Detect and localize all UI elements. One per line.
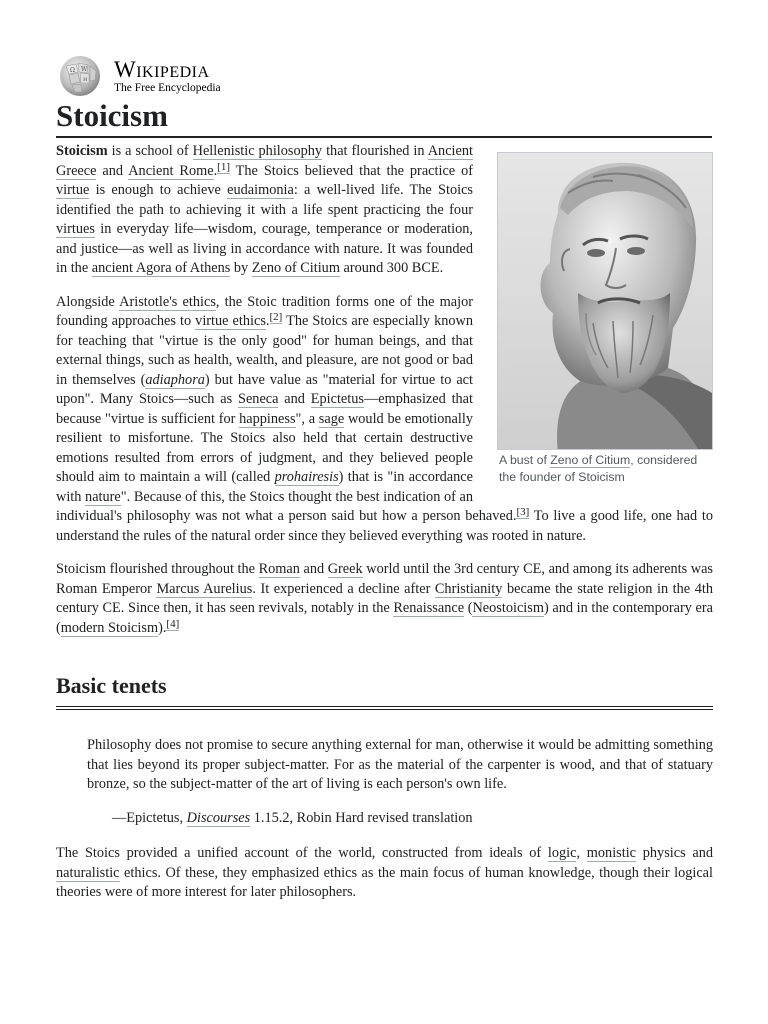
ref-2[interactable]: [2] — [269, 311, 283, 323]
site-name: Wikipedia — [114, 56, 210, 82]
link-seneca[interactable]: Seneca — [238, 391, 279, 407]
link-ancient-rome[interactable]: Ancient Rome — [128, 162, 214, 179]
text: ( — [464, 600, 473, 616]
text: 1.15.2, Robin Hard revised translation — [250, 809, 473, 826]
text: and — [96, 162, 129, 179]
text: —Epictetus, — [112, 809, 187, 826]
ref-3[interactable]: [3] — [516, 506, 530, 518]
text: The Stoics are especially known for teaching that "virtue is the only good" for human beings, and that external things, such as health, wealth, and pleasure, are not good or bad in themselves ( — [56, 313, 473, 388]
tenets-paragraph-1 — [56, 844, 713, 903]
link-virtues[interactable]: virtues — [56, 221, 95, 237]
ref-4[interactable]: [4] — [166, 617, 180, 630]
zeno-bust-image[interactable] — [497, 152, 713, 450]
text: . — [265, 313, 270, 329]
text: , — [576, 845, 587, 861]
text: . It experienced a decline after — [252, 580, 435, 597]
text: Stoicism flourished throughout the — [56, 561, 259, 577]
svg-text:И: И — [83, 77, 88, 83]
wikipedia-wordmark[interactable] — [114, 58, 221, 95]
link-prohairesis[interactable]: prohairesis — [274, 469, 339, 485]
link-epictetus[interactable]: Epictetus — [310, 391, 364, 407]
infobox-figure — [497, 152, 713, 486]
link-logic[interactable]: logic — [547, 845, 577, 861]
link-aristotles-ethics[interactable]: Aristotle's ethics — [119, 293, 216, 310]
svg-text:W: W — [81, 66, 88, 73]
text: . — [213, 162, 218, 179]
text: , the Stoic tradition forms one of the major founding approaches to — [56, 293, 473, 329]
caption-link-zeno[interactable]: Zeno of Citium — [550, 453, 631, 467]
link-zeno-of-citium[interactable]: Zeno of Citium — [251, 260, 340, 276]
link-neostoicism[interactable]: Neostoicism — [472, 600, 544, 616]
quote-attribution — [112, 809, 713, 829]
text: ethics. Of these, they emphasized ethics as the main focus of human knowledge, though their logical theories were of more interest for later philosophers. — [56, 864, 713, 900]
image-caption — [497, 450, 713, 486]
link-ancient-greece[interactable]: Ancient Greece — [56, 143, 473, 179]
link-hellenistic-philosophy[interactable]: Hellenistic philosophy — [192, 143, 323, 159]
site-tagline: The Free Encyclopedia — [114, 81, 221, 94]
text: would be emotionally resilient to misfortune. The Stoics also held that certain destructive emotions resulted from errors of judgment, and they believed people should aim to maintain a will (called — [56, 410, 473, 485]
wikipedia-globe-icon[interactable] — [56, 54, 104, 98]
intro-paragraph-3 — [56, 560, 713, 638]
text: The Stoics believed that the practice of — [229, 162, 473, 179]
link-roman[interactable]: Roman — [258, 561, 300, 577]
link-eudaimonia[interactable]: eudaimonia — [227, 182, 294, 198]
link-nature[interactable]: nature — [85, 488, 121, 505]
text: ) that is "in accordance with — [56, 469, 473, 505]
text: is enough to achieve — [89, 182, 228, 198]
link-naturalistic[interactable]: naturalistic — [56, 864, 120, 881]
text: ). — [158, 619, 167, 636]
text: is a school of — [107, 143, 193, 159]
page-title: Stoicism — [56, 96, 712, 138]
link-adiaphora[interactable]: adiaphora — [145, 371, 205, 388]
text: world until the 3rd century CE, and among its adherents was Roman Emperor — [56, 561, 713, 597]
epictetus-quote — [87, 736, 713, 795]
link-monistic[interactable]: monistic — [586, 845, 637, 861]
text: and — [299, 561, 328, 577]
text: Alongside — [56, 293, 120, 310]
text: in everyday life—wisdom, courage, temperance or moderation, and justice—as well as living in accordance with nature. It was founded in the — [56, 221, 473, 276]
text: that flourished in — [322, 143, 428, 159]
link-marcus-aurelius[interactable]: Marcus Aurelius — [156, 580, 253, 597]
svg-text:Ω: Ω — [70, 67, 75, 74]
text: To live a good life, one had to understand the rules of the natural order since they believed everything was rooted in nature. — [56, 508, 713, 544]
caption-text-end: , considered the founder of Stoicism — [499, 453, 698, 484]
text: : a well-lived life. The Stoics identified the path to achieving it with a life spent practicing the four — [56, 182, 473, 218]
link-sage[interactable]: sage — [318, 410, 345, 427]
link-happiness[interactable]: happiness — [239, 410, 296, 427]
text: by — [230, 260, 252, 276]
text: ) but have value as "material for virtue to act upon". Many Stoics—such as — [56, 371, 473, 407]
text: ", a — [295, 410, 319, 427]
link-agora-of-athens[interactable]: ancient Agora of Athens — [91, 260, 231, 276]
site-header[interactable] — [56, 54, 221, 98]
quote-text: Philosophy does not promise to secure anything external for man, otherwise it would be admitting something that lies beyond its proper subject-matter. For as the material of the carpenter is wood, and that of statuary bronze, so the subject-matter of the art of living is each person's own life. — [87, 737, 713, 792]
link-christianity[interactable]: Christianity — [434, 580, 503, 597]
article-body — [56, 142, 713, 917]
caption-text: A bust of — [499, 453, 551, 467]
text: The Stoics provided a unified account of the world, constructed from ideals of — [56, 845, 548, 861]
text: around 300 BCE. — [339, 260, 444, 276]
link-modern-stoicism[interactable]: modern Stoicism — [60, 619, 159, 636]
text: ". Because of this, the Stoics thought the best indication of an individual's philosophy was not what a person said but how a person behaved. — [56, 488, 517, 524]
link-renaissance[interactable]: Renaissance — [393, 600, 465, 616]
text: physics and — [636, 845, 713, 861]
link-virtue-ethics[interactable]: virtue ethics — [195, 313, 266, 329]
bold-term: Stoicism — [56, 143, 108, 159]
text: —emphasized that because "virtue is sufficient for — [56, 391, 474, 427]
section-heading-basic-tenets: Basic tenets — [56, 672, 713, 710]
link-virtue[interactable]: virtue — [56, 182, 90, 198]
ref-1[interactable]: [1] — [217, 160, 230, 173]
link-greek[interactable]: Greek — [327, 561, 363, 577]
text: and — [278, 391, 311, 407]
link-discourses[interactable]: Discourses — [186, 809, 251, 826]
text: ) and in the contemporary era ( — [56, 600, 713, 636]
text: became the state religion in the 4th century CE. Since then, it has seen revivals, notably in the — [56, 580, 713, 616]
